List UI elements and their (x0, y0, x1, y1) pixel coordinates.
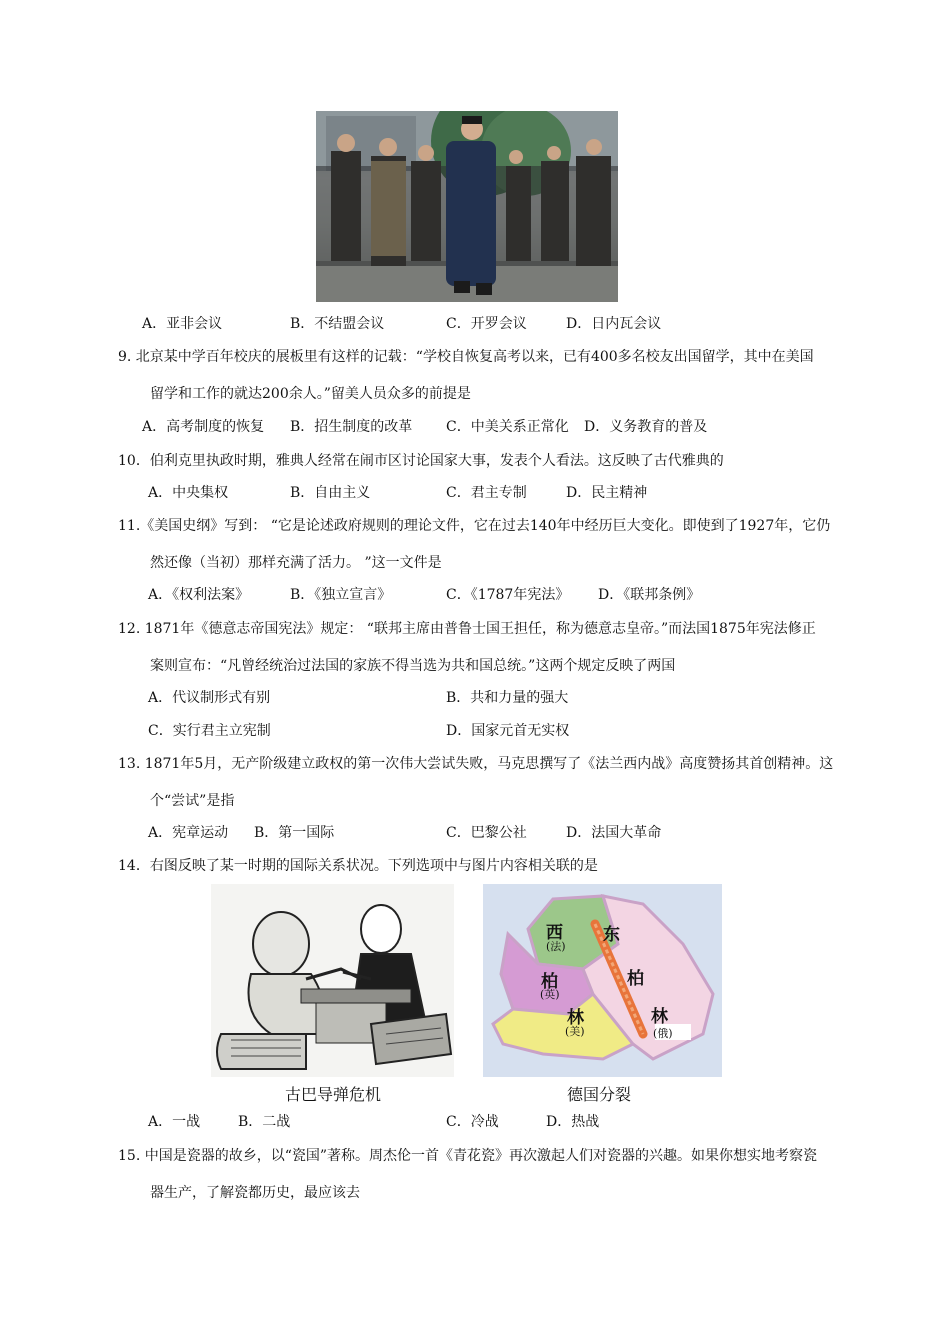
q14-stem-line1: 14．右图反映了某一时期的国际关系状况。下列选项中与图片内容相关联的是 (118, 858, 598, 874)
q12-option-c: C．实行君主立宪制 (148, 723, 271, 739)
q10-option-d: D．民主精神 (566, 485, 648, 501)
map-label-east-1: 东 (603, 925, 620, 945)
map-label-west-3: 林 (567, 1008, 584, 1028)
q11-option-c: C．《1787年宪法》 (446, 587, 570, 603)
map-label-west-2-sub: (英) (540, 988, 560, 1001)
map-label-east-2: 柏 (627, 969, 644, 989)
q13-stem-line2: 个“尝试”是指 (150, 793, 235, 809)
q12-stem-line1: 12. 1871年《德意志帝国宪法》规定： “联邦主席由普鲁士国王担任，称为德意志皇帝。”而法国1875年宪法修正 (118, 621, 816, 637)
q14-option-d: D．热战 (546, 1114, 600, 1130)
q13-stem-line1: 13. 1871年5月，无产阶级建立政权的第一次伟大尝试失败，马克思撰写了《法兰西内战》高度赞扬其首创精神。这 (118, 756, 834, 772)
q10-option-b: B．自由主义 (290, 485, 371, 501)
q12-option-b: B．共和力量的强大 (446, 690, 569, 706)
q11-stem-line1: 11.《美国史纲》写到： “它是论述政府规则的理论文件，它在过去140年中经历巨大变化。即使到了1927年，它仍 (118, 518, 831, 534)
q13-option-a: A．宪章运动 (148, 825, 229, 841)
q12-option-a: A．代议制形式有别 (148, 690, 271, 706)
q9-option-b: B．招生制度的改革 (290, 419, 413, 435)
q11-stem-line2: 然还像（当初）那样充满了活力。 ”这一文件是 (150, 555, 442, 571)
q14-caption-cartoon: 古巴导弹危机 (285, 1085, 382, 1104)
q13-option-c: C．巴黎公社 (446, 825, 527, 841)
q9-option-a: A．高考制度的恢复 (142, 419, 265, 435)
q14-option-b: B．二战 (238, 1114, 291, 1130)
q9-stem-line2: 留学和工作的就达200余人。”留美人员众多的前提是 (150, 386, 471, 402)
q8-option-c: C．开罗会议 (446, 316, 527, 332)
q14-berlin-map (483, 884, 722, 1077)
q11-option-a: A．《权利法案》 (148, 587, 250, 603)
q13-option-d: D．法国大革命 (566, 825, 662, 841)
q12-option-d: D．国家元首无实权 (446, 723, 570, 739)
q13-option-b: B．第一国际 (254, 825, 335, 841)
q15-stem-line2: 器生产，了解瓷都历史，最应该去 (150, 1185, 360, 1201)
map-label-east-3-sub: (俄) (653, 1027, 673, 1040)
q8-option-d: D．日内瓦会议 (566, 316, 662, 332)
q8-photo (316, 111, 618, 302)
q14-option-c: C．冷战 (446, 1114, 499, 1130)
q8-option-b: B．不结盟会议 (290, 316, 385, 332)
q10-option-c: C．君主专制 (446, 485, 527, 501)
map-label-west-1: 西 (546, 923, 563, 943)
q15-stem-line1: 15. 中国是瓷器的故乡，以“瓷国”著称。周杰伦一首《青花瓷》再次激起人们对瓷器的兴趣。如果你想实地考察瓷 (118, 1148, 818, 1164)
q14-caption-map: 德国分裂 (567, 1085, 632, 1104)
q11-option-d: D．《联邦条例》 (598, 587, 701, 603)
q14-option-a: A．一战 (148, 1114, 201, 1130)
map-label-west-1-sub: (法) (546, 940, 566, 953)
q9-stem-line1: 9. 北京某中学百年校庆的展板里有这样的记载：“学校自恢复高考以来，已有400多名校友出国留学，其中在美国 (118, 349, 814, 365)
map-label-west-3-sub: (美) (565, 1025, 585, 1038)
q10-stem-line1: 10．伯利克里执政时期，雅典人经常在闹市区讨论国家大事，发表个人看法。这反映了古代雅典的 (118, 453, 724, 469)
q8-option-a: A．亚非会议 (142, 316, 223, 332)
q9-option-d: D．义务教育的普及 (584, 419, 708, 435)
q12-stem-line2: 案则宣布：“凡曾经统治过法国的家族不得当选为共和国总统。”这两个规定反映了两国 (150, 658, 676, 674)
q9-option-c: C．中美关系正常化 (446, 419, 569, 435)
q14-cartoon-image (211, 884, 454, 1077)
map-label-west-2: 柏 (541, 972, 558, 992)
map-label-east-3: 林 (651, 1007, 668, 1027)
q11-option-b: B．《独立宣言》 (290, 587, 392, 603)
q10-option-a: A．中央集权 (148, 485, 229, 501)
